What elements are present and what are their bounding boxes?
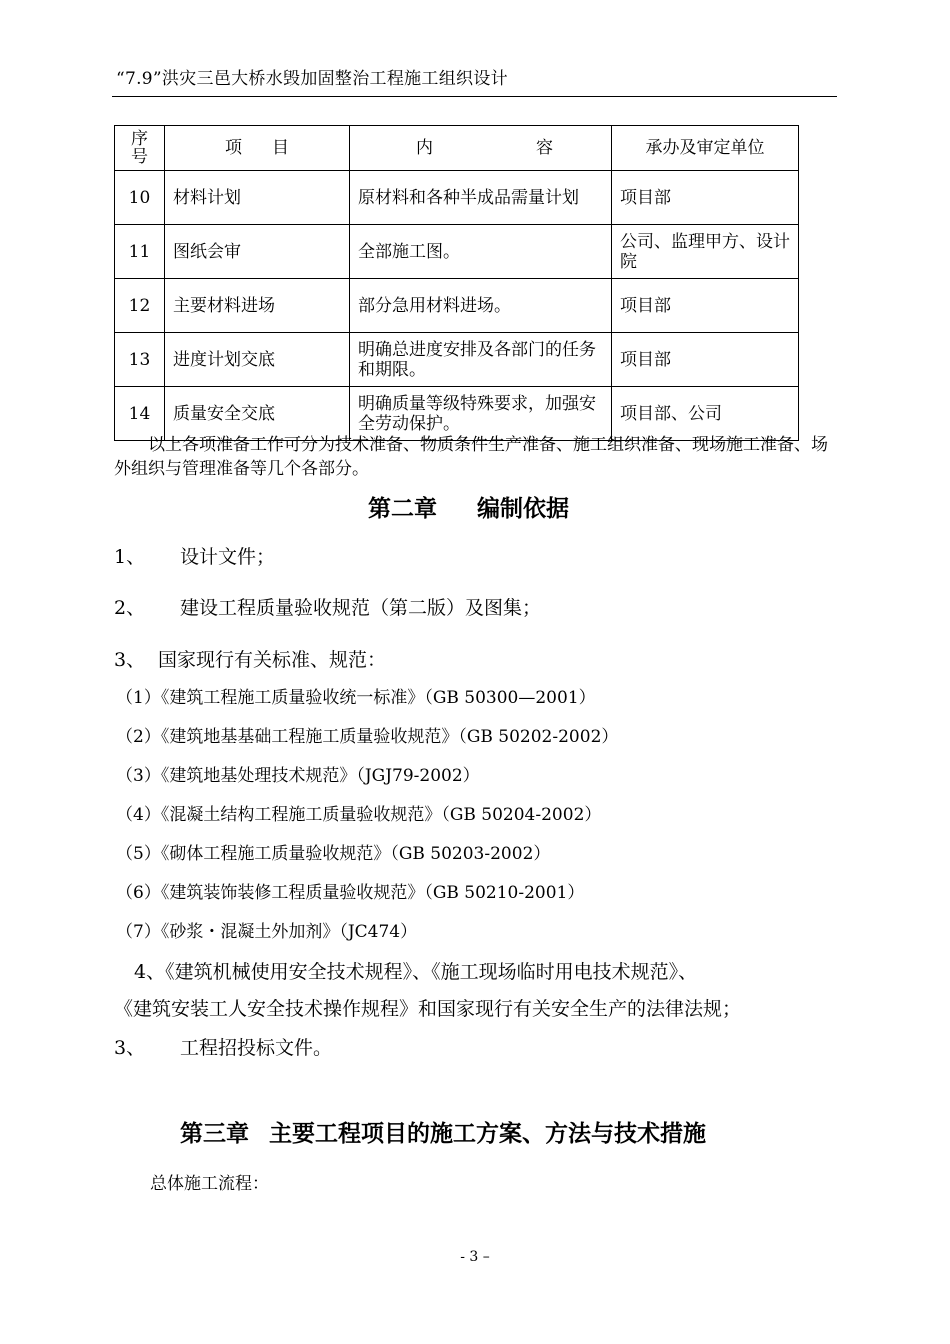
standard-item: （2）《建筑地基基础工程施工质量验收规范》（GB 50202-2002）: [116, 727, 619, 747]
standard-item: （1）《建筑工程施工质量验收统一标准》（GB 50300—2001）: [116, 688, 596, 708]
row-content: 明确质量等级特殊要求，加强安全劳动保护。: [350, 387, 612, 441]
row-item: 质量安全交底: [165, 387, 350, 441]
chapter3-heading: [180, 1119, 706, 1149]
row-item: 图纸会审: [165, 225, 350, 279]
row-item: 进度计划交底: [165, 333, 350, 387]
basis-item-2: 2、 建设工程质量验收规范（第二版）及图集；: [114, 597, 542, 619]
standard-item: （7）《砂浆・混凝土外加剂》（JC474）: [116, 922, 418, 942]
standard-item: （4）《混凝土结构工程施工质量验收规范》（GB 50204-2002）: [116, 805, 602, 825]
table-row: [115, 279, 799, 333]
header-rule: [112, 96, 837, 97]
header-item: 项目: [165, 126, 350, 171]
basis-item-3: 3、 国家现行有关标准、规范：: [114, 649, 387, 671]
table-row: [115, 225, 799, 279]
row-item: 主要材料进场: [165, 279, 350, 333]
row-unit: 项目部: [612, 171, 799, 225]
row-unit: 项目部: [612, 333, 799, 387]
table-row: [115, 171, 799, 225]
basis-item-4-line1: 4、《建筑机械使用安全技术规程》、《施工现场临时用电技术规范》、: [134, 961, 698, 983]
header-content: 内 容: [350, 126, 612, 171]
chapter2-title: 编制依据: [477, 496, 569, 522]
row-no: 12: [115, 279, 165, 333]
row-content: 部分急用材料进场。: [350, 279, 612, 333]
table-row: [115, 333, 799, 387]
row-unit: 项目部、公司: [612, 387, 799, 441]
chapter3-intro: 总体施工流程：: [150, 1174, 269, 1194]
preparation-table: [114, 125, 799, 441]
row-content: 明确总进度安排及各部门的任务和期限。: [350, 333, 612, 387]
row-content: 全部施工图。: [350, 225, 612, 279]
chapter3-number: 第三章: [180, 1121, 249, 1147]
row-no: 10: [115, 171, 165, 225]
standard-item: （5）《砌体工程施工质量验收规范》（GB 50203-2002）: [116, 844, 551, 864]
header-unit: 承办及审定单位: [612, 126, 799, 171]
basis-item-5: 3、 工程招投标文件。: [114, 1037, 333, 1059]
row-no: 11: [115, 225, 165, 279]
basis-item-4-line2: 《建筑安装工人安全技术操作规程》和国家现行有关安全生产的法律法规；: [114, 998, 742, 1020]
document-header-title: “7.9”洪灾三邑大桥水毁加固整治工程施工组织设计: [116, 69, 508, 89]
chapter3-title: 主要工程项目的施工方案、方法与技术措施: [269, 1121, 706, 1147]
row-unit: 项目部: [612, 279, 799, 333]
row-content: 原材料和各种半成品需量计划: [350, 171, 612, 225]
standard-item: （3）《建筑地基处理技术规范》（JGJ79-2002）: [116, 766, 480, 786]
row-unit: 公司、监理甲方、设计院: [612, 225, 799, 279]
row-no: 14: [115, 387, 165, 441]
basis-item-1: 1、 设计文件；: [114, 546, 276, 568]
table-header-row: [115, 126, 799, 171]
row-item: 材料计划: [165, 171, 350, 225]
summary-paragraph: 以上各项准备工作可分为技术准备、物质条件生产准备、施工组织准备、现场施工准备、场外组织与管理准备等几个各部分。: [114, 435, 828, 479]
row-no: 13: [115, 333, 165, 387]
chapter2-heading: [368, 494, 569, 524]
page-number: - 3 –: [460, 1249, 490, 1265]
header-index: 序 号: [115, 126, 165, 171]
chapter2-number: 第二章: [368, 496, 437, 522]
standard-item: （6）《建筑装饰装修工程质量验收规范》（GB 50210-2001）: [116, 883, 585, 903]
